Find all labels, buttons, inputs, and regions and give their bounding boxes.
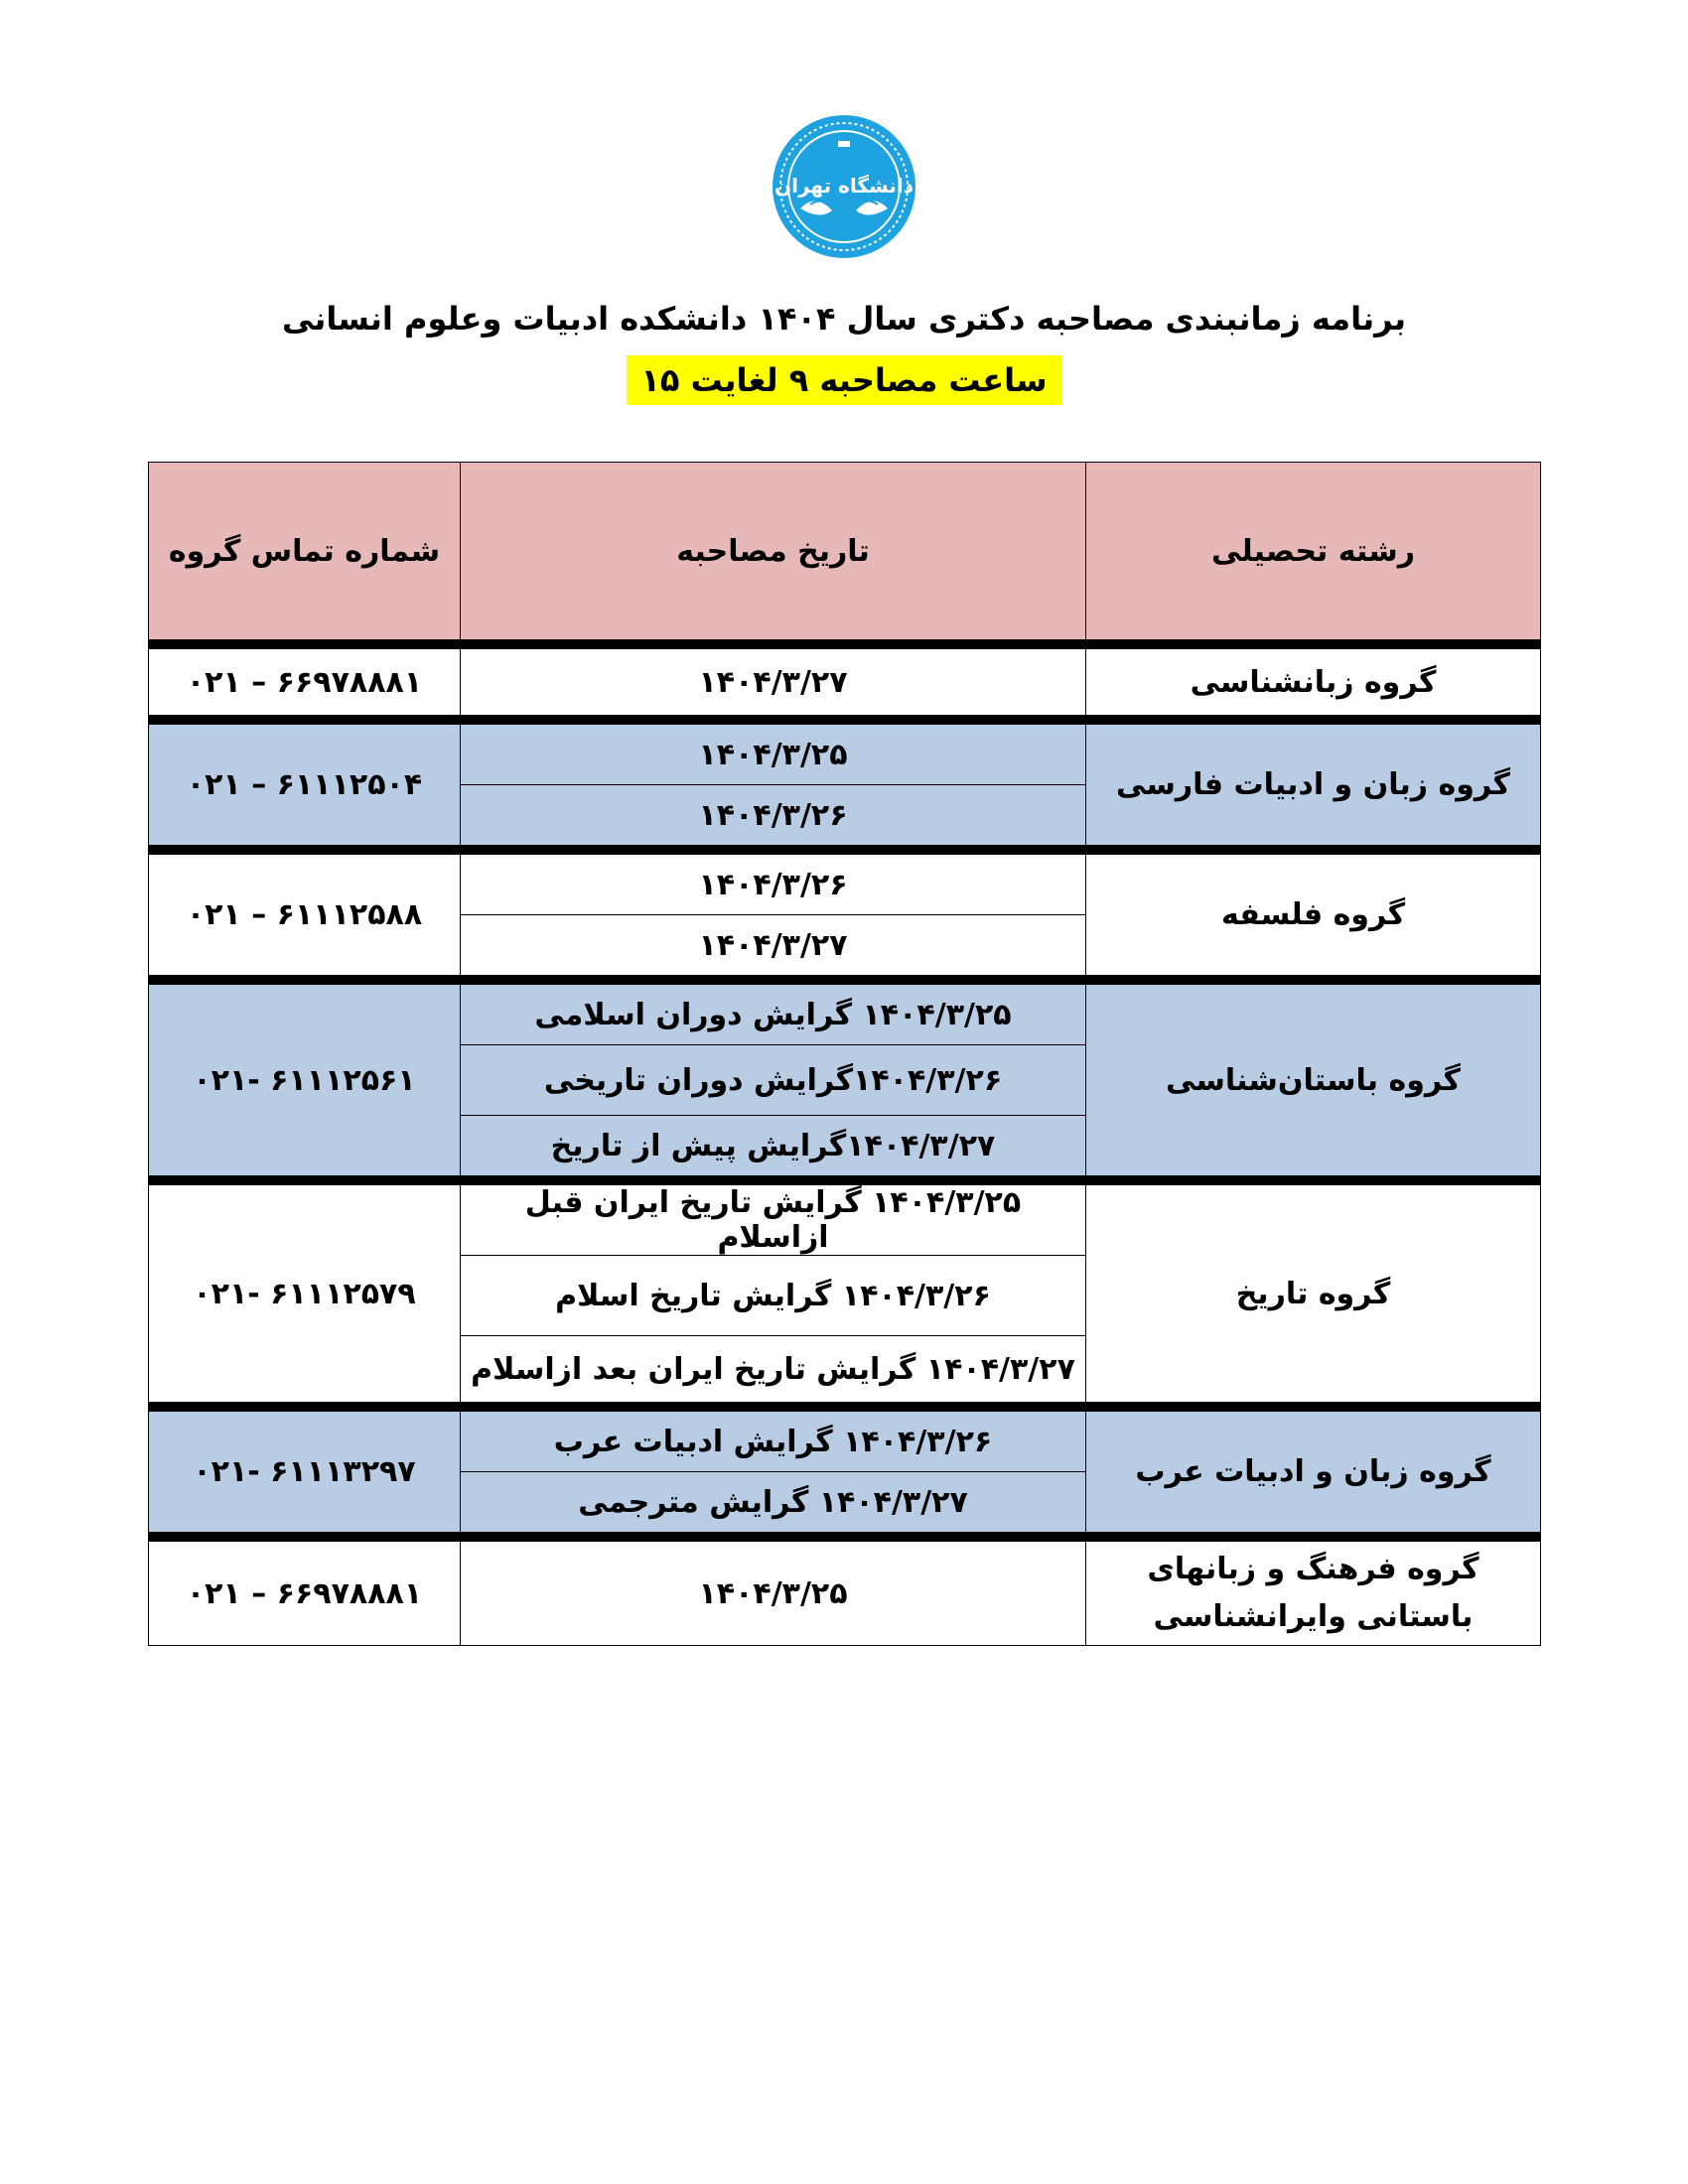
interview-date: ۱۴۰۴/۳/۲۵ گرایش دوران اسلامی [461, 980, 1086, 1045]
group-name: گروه باستان‌شناسی [1086, 980, 1541, 1180]
group-name: گروه زبانشناسی [1086, 644, 1541, 720]
header-date: تاریخ مصاحبه [461, 463, 1086, 645]
interview-date: ۱۴۰۴/۳/۲۶ گرایش ادبیات عرب [461, 1407, 1086, 1472]
group-name: گروه زبان و ادبیات فارسی [1086, 720, 1541, 850]
group-name: گروه زبان و ادبیات عرب [1086, 1407, 1541, 1537]
group-phone: ۰۲۱- ۶۱۱۱۲۵۶۱ [149, 980, 461, 1180]
table-row [149, 850, 1541, 915]
table-row [149, 980, 1541, 1045]
group-phone: ۰۲۱ – ۶۱۱۱۲۵۰۴ [149, 720, 461, 850]
group-name: گروه فلسفه [1086, 850, 1541, 980]
group-phone: ۰۲۱ – ۶۶۹۷۸۸۸۱ [149, 644, 461, 720]
group-name: گروه تاریخ [1086, 1180, 1541, 1407]
interview-date: ۱۴۰۴/۳/۲۷گرایش پیش از تاریخ [461, 1116, 1086, 1181]
table-row [149, 1537, 1541, 1646]
university-logo-icon [771, 113, 917, 260]
table-row [149, 1407, 1541, 1472]
interview-date: ۱۴۰۴/۳/۲۶ گرایش تاریخ اسلام [461, 1256, 1086, 1336]
interview-date: ۱۴۰۴/۳/۲۵ [461, 720, 1086, 785]
table-row [149, 1180, 1541, 1256]
table-row [149, 720, 1541, 785]
header-phone: شماره تماس گروه [149, 463, 461, 645]
table-row [149, 644, 1541, 720]
table-header-row [149, 463, 1541, 645]
schedule-table [148, 462, 1541, 1646]
group-phone: ۰۲۱ – ۶۶۹۷۸۸۸۱ [149, 1537, 461, 1646]
interview-date: ۱۴۰۴/۳/۲۶ [461, 850, 1086, 915]
interview-date: ۱۴۰۴/۳/۲۷ گرایش تاریخ ایران بعد ازاسلام [461, 1336, 1086, 1408]
interview-date: ۱۴۰۴/۳/۲۶ [461, 785, 1086, 851]
interview-date: ۱۴۰۴/۳/۲۷ [461, 915, 1086, 981]
interview-date: ۱۴۰۴/۳/۲۷ [461, 644, 1086, 720]
page-title: برنامه زمانبندی مصاحبه دکتری سال ۱۴۰۴ دانشکده ادبیات وعلوم انسانی [281, 300, 1407, 338]
group-phone: ۰۲۱- ۶۱۱۱۳۲۹۷ [149, 1407, 461, 1537]
interview-date: ۱۴۰۴/۳/۲۶گرایش دوران تاریخی [461, 1045, 1086, 1116]
interview-date: ۱۴۰۴/۳/۲۷ گرایش مترجمی [461, 1472, 1086, 1538]
svg-text:دانشگاه تهران: دانشگاه تهران [774, 174, 914, 198]
group-phone: ۰۲۱- ۶۱۱۱۲۵۷۹ [149, 1180, 461, 1407]
header-field: رشته تحصیلی [1086, 463, 1541, 645]
interview-date: ۱۴۰۴/۳/۲۵ گرایش تاریخ ایران قبل ازاسلام [461, 1180, 1086, 1256]
interview-date: ۱۴۰۴/۳/۲۵ [461, 1537, 1086, 1646]
group-phone: ۰۲۱ – ۶۱۱۱۲۵۸۸ [149, 850, 461, 980]
group-name: گروه فرهنگ و زبانهای باستانی وایرانشناسی [1086, 1537, 1541, 1646]
interview-hours: ساعت مصاحبه ۹ لغایت ۱۵ [627, 355, 1060, 405]
